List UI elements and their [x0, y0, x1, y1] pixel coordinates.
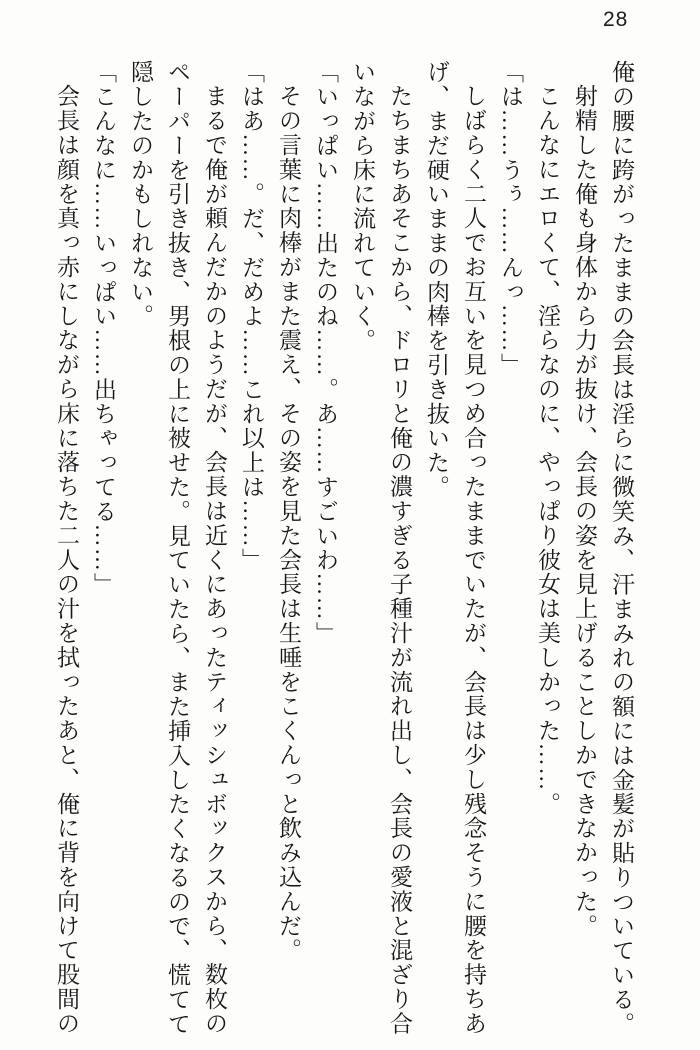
paragraph: 射精した俺も身体から力が抜け、会長の姿を見上げることしかできなかった。 [572, 84, 597, 938]
paragraph: たちまちあそこから、ドロリと俺の濃すぎる子種汁が流れ出し、会長の愛液と混ざり合いながら床に流れていく。 [350, 60, 412, 1036]
paragraph: 俺の腰に跨がったままの会長は淫らに微笑み、汗まみれの額には金髪が貼りついている。 [609, 60, 634, 1036]
dialogue-line: 「いっぱい……出たのね……。あ……すごいわ……」 [313, 60, 338, 646]
page-number: 28 [603, 8, 629, 31]
paragraph: 会長は顔を真っ赤にしながら床に落ちた二人の汁を拭ったあと、俺に背を向けて股間の [54, 84, 79, 1036]
paragraph: まるで俺が頼んだかのようだが、会長は近くにあったティッシュボックスから、数枚のペーパーを引き抜き、男根の上に被せた。見ていたら、また挿入したくなるので、慌てて隠したのかもしれない。 [128, 60, 227, 1036]
dialogue-line: 「は……うぅ……んっ……」 [498, 60, 523, 378]
novel-text-block [44, 60, 640, 1038]
paragraph: こんなにエロくて、淫らなのに、やっぱり彼女は美しかった……。 [535, 84, 560, 816]
paragraph: その言葉に肉棒がまた震え、その姿を見た会長は生唾をこくんっと飲み込んだ。 [276, 84, 301, 963]
paragraph: しばらく二人でお互いを見つめ合ったままでいたが、会長は少し残念そうに腰を持ちあげ、まだ硬いままの肉棒を引き抜いた。 [424, 60, 486, 1036]
dialogue-line: 「こんなに……いっぱい……出ちゃってる……」 [91, 60, 116, 597]
dialogue-line: 「はあ……。だ、だめよ……これ以上は……」 [239, 60, 264, 573]
